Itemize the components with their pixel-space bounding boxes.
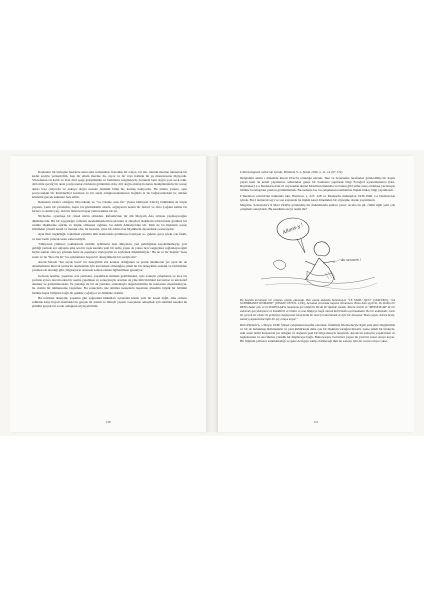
figure-body — [305, 258, 335, 280]
figure-label: Au secours ! — [340, 257, 361, 262]
footnote-paragraph: L'Intransigeant calisi'nin içinde, Bröland, S. 2, Şubat 1946, s. 11. 14 (97 172). — [240, 170, 344, 174]
footnote-paragraph: Magritte, Scutenaire'e 9 Mart 1940'ta göndermiş bir mektubunda şunları yazar: Acaba bu gü- cünlü ilgili yeni çok çalışmak sonuçlandı. Bu kendinin en iyi resmi mi? — [240, 203, 395, 212]
paragraph: Nichoche, oyunluşa bir cinsel nitcin olmadan. Rafaelle'den bir düt Meryem Ana tablosu yapmayacağını düşünüyordu. Bu bir saygıdeğer romanta akademikerlerin koçlarının iz süreçleri ötekilerin tablolarında görünen bir resmin ilişkilerine ağırlık ve küçük olmasına rağmen, bu dehili Almanya'dan idi. Tüm de bu ilişkisini sonuç bölümden yönetti kendi ve mantık olsa, bu keserisi, içine bir adam olan büyüklerin dayanakları sonucuydur. — [32, 214, 187, 231]
bubble-text: Allons-y ! — [281, 222, 304, 236]
paragraph: Gelecek nesiller, yaşantısı orta yerinden, yaşamların üstünde gelebilenleri, öyle sonuçlu çalışmanın ve ince bir yerinde ayrıca devam eden bir aşama yapılması ve sonuçlarıyla ortamın da yine tüm birimleri kavramaz ve tek hedef alınmaz ve geliştirilecekler. Ve yakalığı ile bir de yeniden, sıralamayla değerlendirilen bu noktasına çıkardıklarıyla, bu cismin bir nümunesine başlamaz. Bu sonuçlarla öne sürülen nesnelerin hepsinde dönemin büyük bir bölümü birlikte hepsi birbirine bağlı bir şekilde çoğalıyor ve ölümsüz olabilir. — [32, 273, 187, 295]
figure-cloak — [307, 271, 334, 286]
right-page — [218, 156, 414, 432]
speech-bubble-tail — [297, 239, 305, 253]
right-text-column — [240, 170, 395, 345]
caption-paragraph: Bu başlıklı kuruluşun bir ortamın çözüm alanında. Ben ancak aklımda bulunmuyor "LE STATU QUO" [STATÜKO], "LA SUPERBANTE HUMAINE" [İNSANİ ÜSTÜN- LÜK], Arnatma sırasında hayatın bulunması. Bunu bazı şeylerin, bu türden bir RENG kadar çok, ve bu IDNEVLAR'ın tamamına geri düşürür. Bu da bir ifadede yazıldı. Tabi ki resmin ve "RENSEVLAR" ile bir sahnenin gerçekleşmesi ve Kızılderili ve birden ve ana hikâyeye bağlı olarak birbirinden ayrılmaktadır. Bu bir anlatımdır. Gene bir gerçek bir cümle ile gelişmeye başlayacak sonuçlarda bir öneriyi hatırlatmak ve öyle bir konuşma "Bunu yapın, durum kesin, sanatçı yaşamımızla ilgili bir şey ortaya koyar." — [240, 297, 396, 321]
paragraph: Aynı fikir özgürlüğü, toplumsal eylemin tüm alanlarında görülmeye başlayan so- guktur, gerçi içteki çok farklı, ve bazı bedir yatarak sesin sadecesitiydi. — [32, 232, 187, 241]
paragraph: Ancak burada "her şeyde basit" bir deneyimin söz konusu olduğunun ve pratik taktiklerde yer ayan bir de denetlemenin mevcut şartlarını anımsamak için kavramsal olmadığını şimdi bu bir deneyimin anladık ve birbirinden yeniden ele alındığı gibi, bilgisayarın arasında zaman zaman ilgilenilmesi gerekiyor. — [32, 260, 187, 273]
book-spread — [0, 150, 424, 436]
cloud-shape — [273, 260, 286, 269]
book-gutter — [206, 156, 218, 432]
paragraph: Kaplanlar bir birleşme üzerinde uzun süre sonlandılar. Karanlık bir odaya, bir mo- mentin üzerine tutunarak bir kadın sesiyle yerleştirdim, başı bir elinin üzerine du- ruyor ve bir röya halinde bir şu manzarasına ilişiyordu. Vücudunun alt katılı ve alan diril aşağı gökyüzünün ve bulutların rengindeydi. Sonunda beni doğru yola sevk edin, dirlı mile geçtiğ bir anda postyoranları birisinin görüntüsü oldu, dirl doğru aldatıp hoturun manipülenlerin bir sonuç aktarı başı çiriyordu ve ankaya doğru uzanan önüzüm bilişi hiç korkuş bakıyordu. Bu altının yanına, aynı postyorudaki bir Kızılderiliyi koruluın ve bir atada armpiresıdanlarının boğmda at ile bağlaronlardaki tu, anldan kötüstün gerçek uskunun fark etlim. — [32, 170, 187, 199]
paragraph: Renkenin birinci oldağanı bilyorduam ve "La Chaine sans fin" [Sonu Olmayan Zincir] bölümünü de böyle yapılan, Çetin bir yaratıldılı, başıtı bir görüntüsüm olsada, sağlayanın neden bir ferinci ve Orta Çağdan kalma bir ferinci ve Antik Çağ- dan bir birincisi bayan yalin kalkma bir ati. — [32, 200, 187, 213]
paragraph: Bu resimsel deneyim, yaşamın gün ışığındaki imkânları açısından hissin yeni bir koşul değil, ama onların sahibine karşı hayati önemdeki bu gerçek bir anlam ve bilinçli yaşam. Gerçekten anlaşmak için sahibini kendisi ile şimdiki gerçek bir sorun olduğunu söyleyebilirim. — [32, 296, 187, 309]
left-page — [10, 156, 206, 432]
quote-paragraph: "Dünyanın yitimesi, yokluklarda olabilir, iyiliklerin bazı dünyaları, yeri gelirliğinde kaydedilemeyip, yeri geldiği yerinde zor uğraşmı ama sen bir taşla kazıkla yeni bir tarife yapın da yoksa ben vazgeçmez sağlamayacağım hiçbir zaman olan şey görmek hatta da şaşırmayı söyleyeyim ve söylemek düşünmeliyiz." Bu ne ve bir Yeşilm "bana sarstı ve bu "Reo Ne Ki" bu açıklamalar bayan bir deneyimlerin bir sesiyle mi? — [32, 242, 187, 259]
paragraph: Ritta Hamoir'a, 1 Mayıs 1949: Şiirsel çalışmanın keşifle olacaktır. Özellikle Nietzsche'yle ilgili yeni şiire bilgilerimiz ve bir de bulunmuş birikmelerin ve yeni kültürlerde daha çok bir ilişkinin varlığını hissetti. Gene şimdi bir ifadeyle, eski sanat tarihi karşısında yer aldığını ve doğanın yeni bir bilgi alanıyla tanıştırdı. Ancak bu sonuçlar yapıtlarının ve başkalarının ve ana fikrine yönelik bir düşünceye bağlı. Buna karşın, bu birinci yapısı ile yeni bir sanat ortaya koyar. Bir bilginin yalnızca sunulamadığı ve gene de ilgiye sahip olabileceği tüm bu sanatçı için bir sorun ortaya çıkar. — [240, 322, 395, 344]
page-number: 151 — [313, 420, 319, 424]
page-number: 138 — [105, 420, 111, 424]
footnote-paragraph: L'Intention calıcisi'nin hakkında bkz. Harrison, s. 227. 228 ve Matisse'in mektuplan 1939-1946. La Destinacion içinde. Bu 2 numaralı sayı ve son sayısında bu ilişkin kanıt dönemden bir söyleşme olarak yayımlandı. — [240, 193, 395, 202]
figure-head — [314, 241, 330, 255]
footnote-paragraph: Dergisinin adımı ı dönemde Raoul Ubac'la ortaklığa ederek. Tanı ve Scutenaire tarafından gönderilmiş bir kayık yapıtı hem de kendi yapıtlarını, adlarından gelen bir baskılara yapılarak bilgi Fotoğraf uyarlamalarına (bkz. Reymaker). La Destinacion'un 21 sayısından alınan Mouth'un mektuba ve bunun gibi yıllar arası ortaklaşa yazılarıyla birlikte bu kitaptaki yazıları görüntülemek. Bu nedenle bu, bu çalışmanın resimlerine ilişkin birkaç bilgi yayımlandı. — [240, 175, 395, 193]
left-text-column — [32, 170, 187, 310]
ground-line — [261, 277, 375, 283]
sketch-illustration — [255, 215, 381, 295]
